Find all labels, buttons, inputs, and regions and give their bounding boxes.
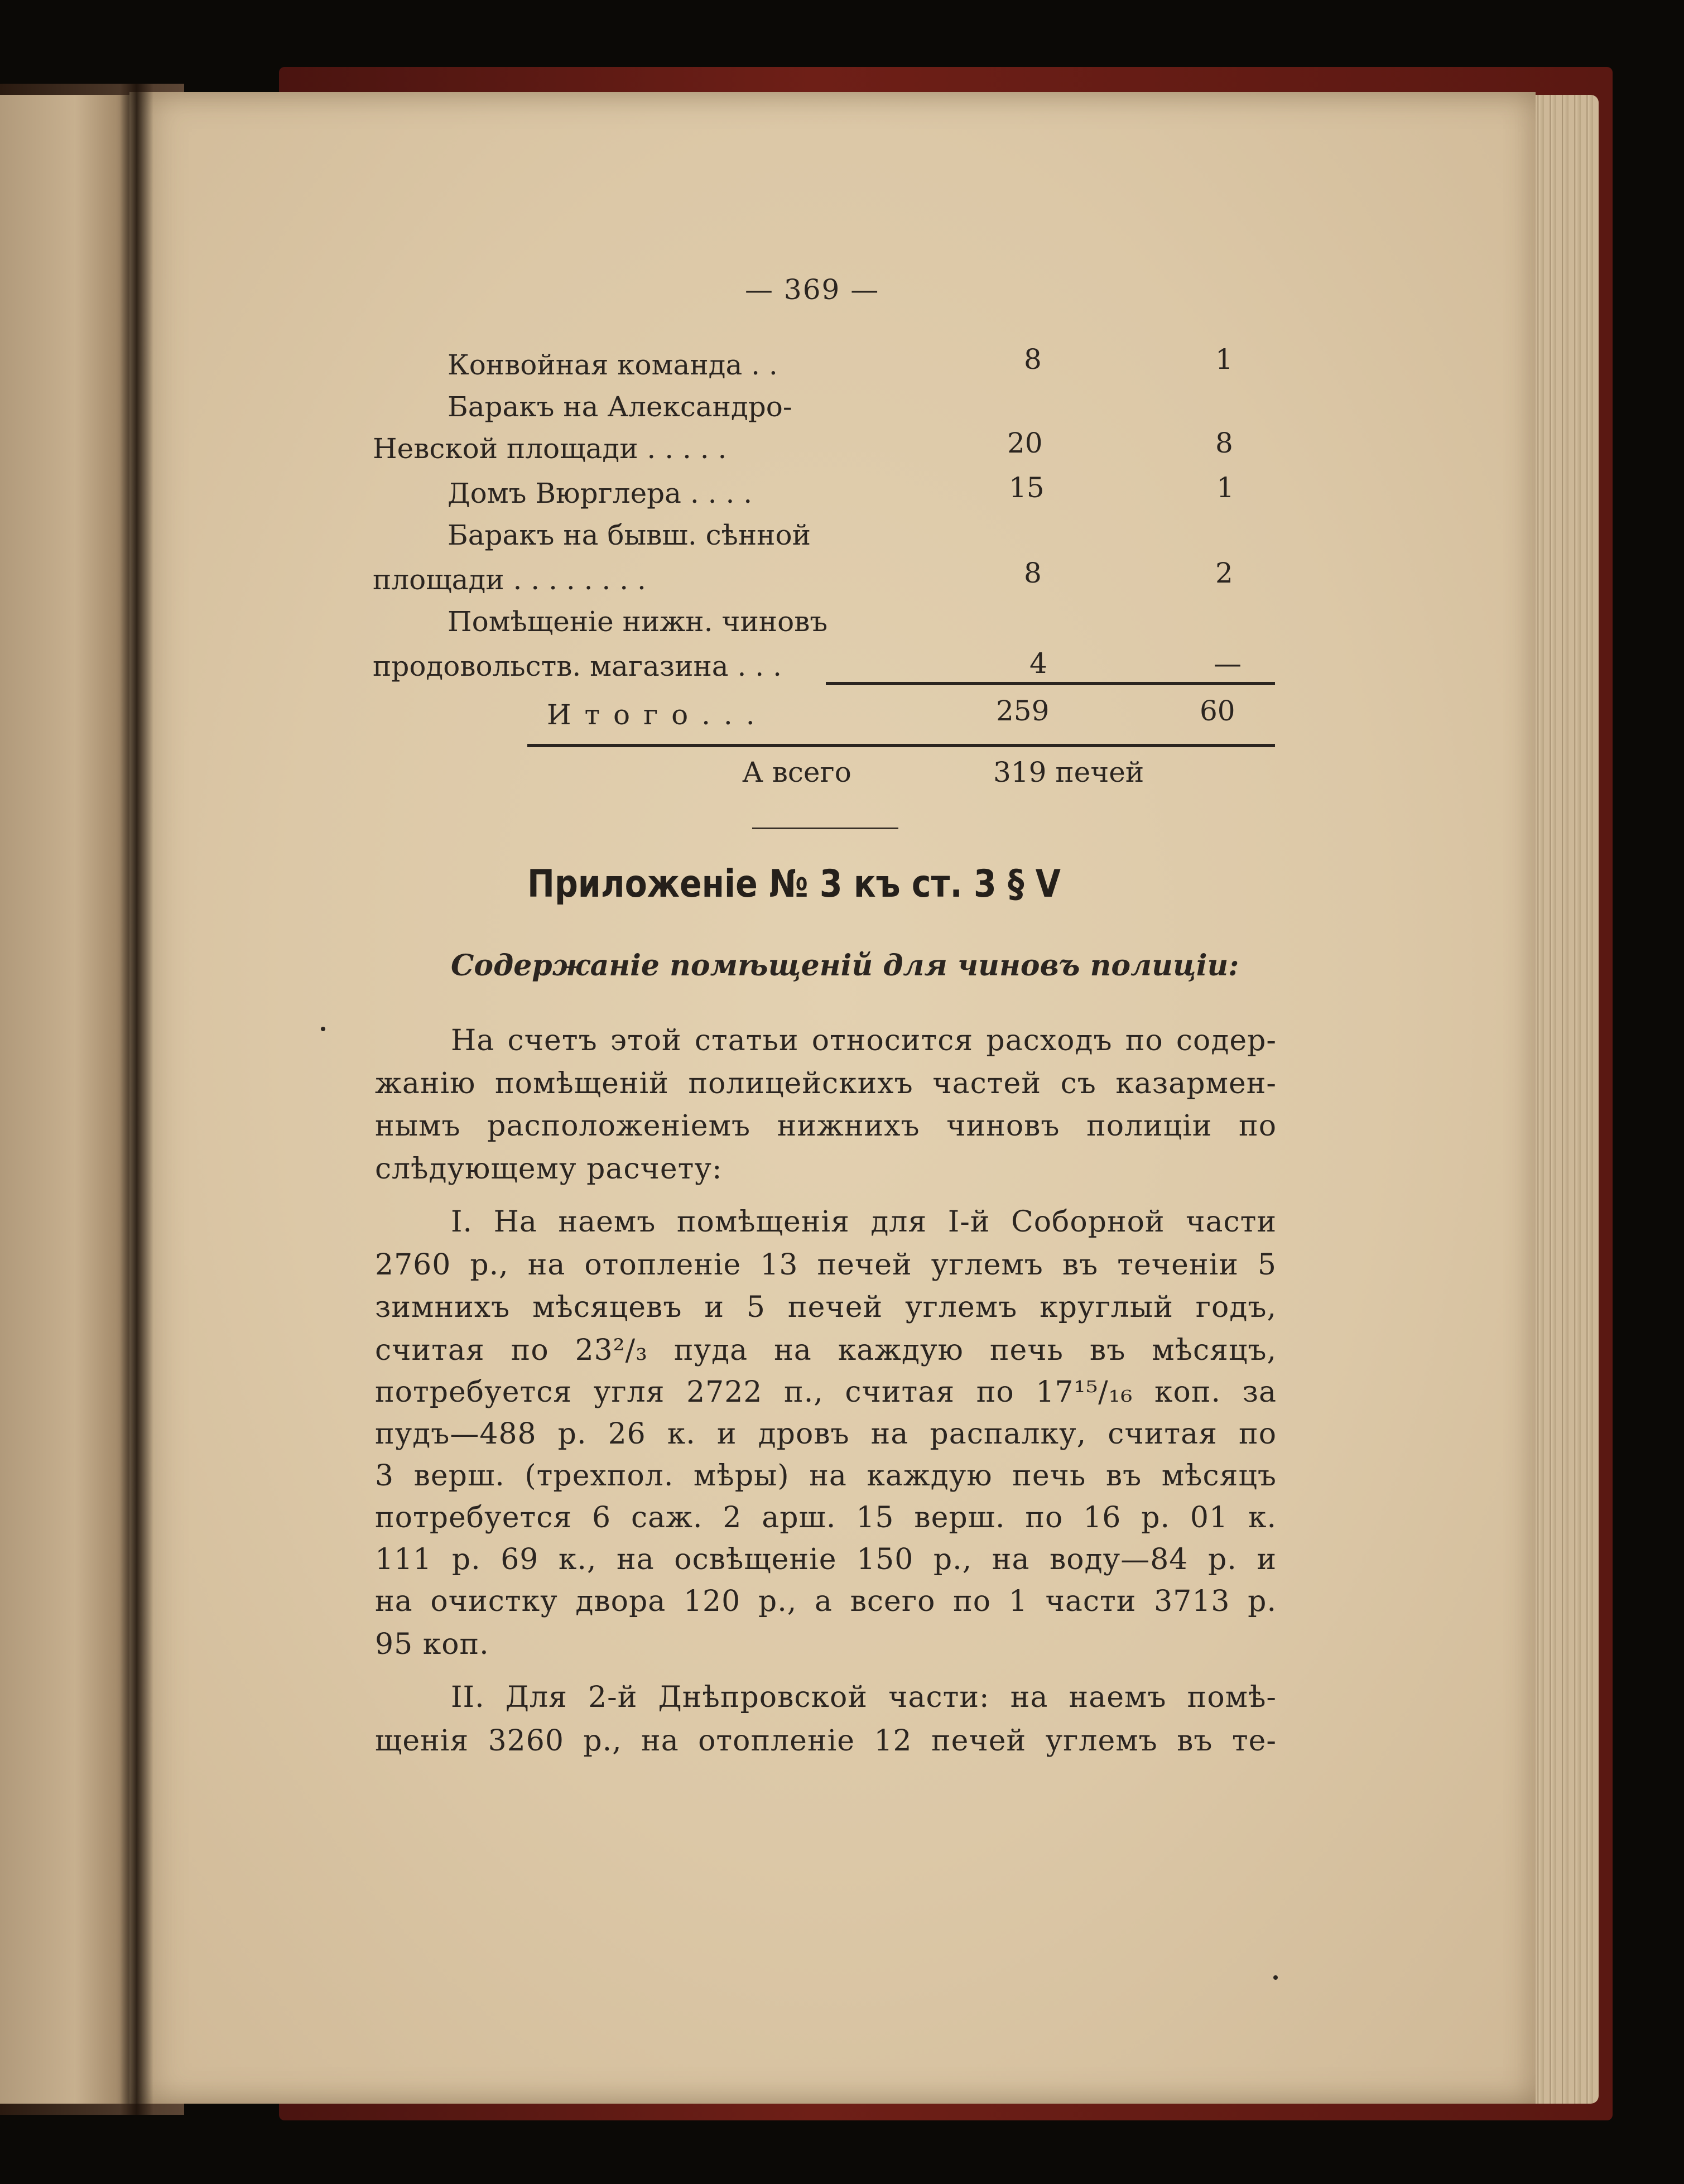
body-line: 95 коп.: [375, 1628, 489, 1661]
total-label: И т о г о . . .: [547, 699, 757, 731]
body-line: жанію помѣщеній полицейскихъ частей съ казармен-: [375, 1067, 1277, 1100]
grand-total-value: 319 печей: [993, 756, 1144, 788]
page-number: — 369 —: [745, 273, 880, 306]
grand-total-label: А всего: [742, 756, 851, 788]
body-line: щенія 3260 р., на отопленіе 12 печей углемъ въ те-: [375, 1724, 1277, 1758]
body-line: пудъ—488 р. 26 к. и дровъ на распалку, считая по: [375, 1417, 1277, 1451]
total-b: 60: [1200, 695, 1235, 727]
table-cell-b: 1: [1215, 343, 1233, 376]
body-line: считая по 23²/₃ пуда на каждую печь въ мѣсяцъ,: [375, 1334, 1277, 1367]
body-line: потребуется угля 2722 п., считая по 17¹⁵/₁₆ коп. за: [375, 1375, 1277, 1409]
table-cell-b: —: [1214, 647, 1242, 680]
body-line: II. Для 2-й Днѣпровской части: на наемъ помѣ-: [451, 1681, 1277, 1714]
appendix-heading: Приложеніе № 3 къ ст. 3 § V: [527, 862, 1061, 906]
table-row-label: Баракъ на Александро-: [448, 391, 792, 423]
gutter-shadow: [120, 84, 153, 2115]
table-cell-a: 20: [1007, 427, 1043, 459]
table-row-label: Домъ Вюрглера . . . .: [448, 477, 753, 509]
ink-speck: [321, 1027, 325, 1031]
table-cell-b: 8: [1215, 427, 1233, 459]
table-row-label: Конвойная команда . .: [448, 349, 778, 381]
table-cell-b: 1: [1216, 472, 1234, 504]
table-rule: [826, 682, 1275, 685]
table-cell-a: 15: [1009, 472, 1045, 504]
page-edges: [1532, 95, 1599, 2104]
body-line: 2760 р., на отопленіе 13 печей углемъ въ теченіи 5: [375, 1248, 1277, 1282]
body-line: На счетъ этой статьи относится расходъ по содер-: [451, 1024, 1277, 1057]
table-row-label: продовольств. магазина . . .: [373, 650, 782, 682]
body-line: нымъ расположеніемъ нижнихъ чиновъ полиціи по: [375, 1109, 1277, 1143]
table-cell-a: 8: [1024, 557, 1042, 589]
table-cell-a: 4: [1029, 647, 1047, 680]
body-line: на очистку двора 120 р., а всего по 1 части 3713 р.: [375, 1585, 1277, 1618]
table-cell-a: 8: [1024, 343, 1042, 376]
table-row-label: Баракъ на бывш. сѣнной: [448, 519, 811, 551]
total-a: 259: [996, 695, 1050, 727]
section-divider: [752, 828, 898, 829]
table-row-label: Помѣщеніе нижн. чиновъ: [448, 605, 828, 638]
body-line: I. На наемъ помѣщенія для I-й Соборной части: [451, 1205, 1277, 1239]
body-line: зимнихъ мѣсяцевъ и 5 печей углемъ круглый годъ,: [375, 1291, 1277, 1324]
table-row-label: площади . . . . . . . .: [373, 564, 646, 596]
body-line: 111 р. 69 к., на освѣщеніе 150 р., на воду—84 р. и: [375, 1543, 1277, 1576]
table-rule-total: [527, 744, 1275, 747]
table-cell-b: 2: [1215, 557, 1233, 589]
appendix-subheading: Содержаніе помѣщеній для чиновъ полиціи:: [451, 949, 1239, 983]
facing-page: [0, 95, 137, 2104]
body-line: слѣдующему расчету:: [375, 1152, 723, 1186]
ink-speck: [1273, 1975, 1278, 1980]
body-line: потребуется 6 саж. 2 арш. 15 верш. по 16 р. 01 к.: [375, 1501, 1277, 1534]
body-line: 3 верш. (трехпол. мѣры) на каждую печь въ мѣсяцъ: [375, 1459, 1277, 1493]
table-row-label: Невской площади . . . . .: [373, 432, 727, 465]
